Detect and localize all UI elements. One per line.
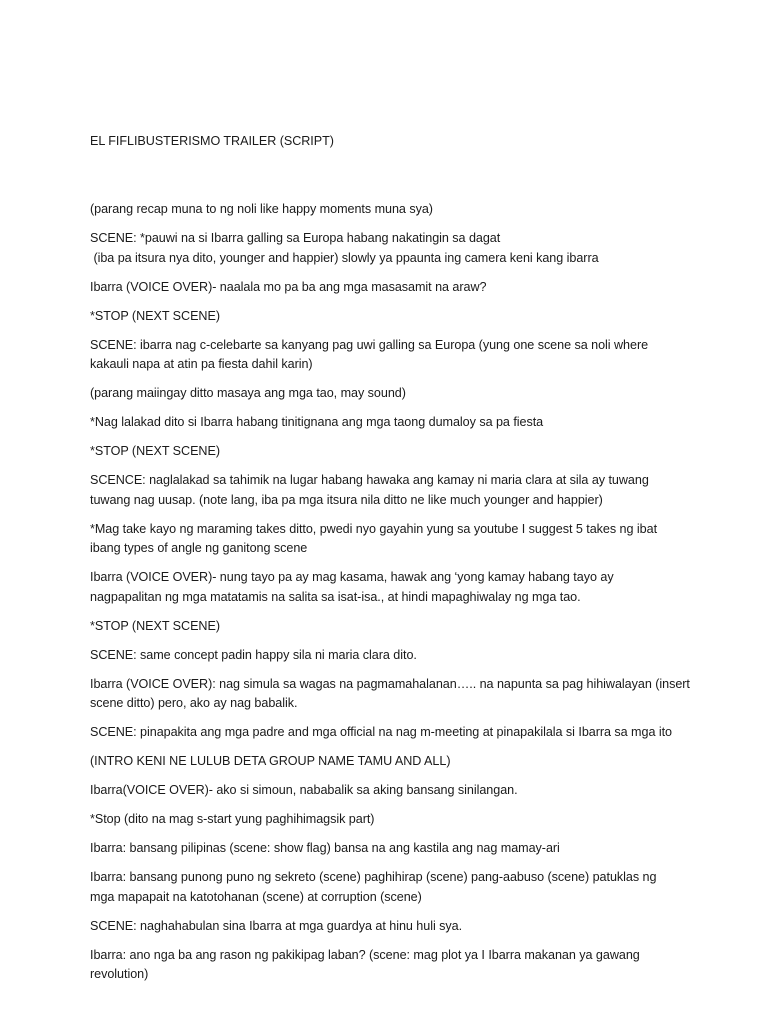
script-paragraph (90, 568, 690, 607)
paragraph-line: *STOP (NEXT SCENE) (90, 444, 220, 458)
script-paragraph (90, 868, 690, 907)
paragraph-line: *Stop (dito na mag s-start yung paghihimagsik part) (90, 812, 375, 826)
paragraph-line: (iba pa itsura nya dito, younger and happier) slowly ya ppaunta ing camera keni kang ibarra (90, 250, 599, 265)
paragraph-line: *STOP (NEXT SCENE) (90, 308, 220, 323)
script-paragraph (90, 336, 690, 375)
script-paragraph (90, 384, 690, 404)
document-title (90, 93, 690, 191)
script-paragraph (90, 839, 690, 859)
script-paragraph (90, 781, 690, 801)
script-paragraph (90, 471, 690, 510)
script-paragraph (90, 278, 690, 298)
paragraph-line: Ibarra: ano nga ba ang rason ng pakikipag laban? (scene: mag plot ya I Ibarra makanan ya gawang (90, 947, 640, 962)
paragraph-line: mga mapapait na katotohanan (scene) at corruption (scene) (90, 889, 422, 904)
script-paragraph (90, 723, 690, 743)
script-paragraph (90, 675, 690, 714)
paragraph-line: ibang types of angle ng ganitong scene (90, 541, 308, 555)
paragraph-line: nagpapalitan ng mga matatamis na salita sa isat-isa., at hindi mapaghiwalay ng mga tao. (90, 589, 581, 604)
script-paragraph (90, 946, 690, 985)
script-paragraph (90, 413, 690, 433)
paragraph-line: scene ditto) pero, ako ay nag babalik. (90, 696, 298, 710)
paragraph-line: SCENCE: naglalakad sa tahimik na lugar habang hawaka ang kamay ni maria clara at sila ay tuwang (90, 473, 649, 487)
title-line: EL FIFLIBUSTERISMO TRAILER (SCRIPT) (90, 134, 334, 148)
script-body (90, 93, 690, 994)
paragraph-line: Ibarra: bansang pilipinas (scene: show flag) bansa na ang kastila ang nag mamay-ari (90, 841, 560, 855)
script-paragraph (90, 200, 690, 220)
script-paragraph (90, 229, 690, 268)
script-paragraph (90, 752, 690, 772)
paragraph-line: revolution) (90, 967, 149, 981)
script-paragraph (90, 617, 690, 637)
paragraph-line: SCENE: ibarra nag c-celebarte sa kanyang pag uwi galling sa Europa (yung one scene sa noli where (90, 337, 649, 352)
paragraph-list (90, 200, 690, 985)
paragraph-line: SCENE: same concept padin happy sila ni maria clara dito. (90, 647, 417, 662)
paragraph-line: Ibarra (VOICE OVER): nag simula sa wagas na pagmamahalanan….. na napunta sa pag hihiwalayan (insert (90, 676, 690, 691)
paragraph-line: *Mag take kayo ng maraming takes ditto, pwedi nyo gayahin yung sa youtube I suggest 5 takes ng ibat (90, 521, 658, 536)
paragraph-line: *STOP (NEXT SCENE) (90, 618, 220, 633)
paragraph-line: Ibarra (VOICE OVER)- naalala mo pa ba ang mga masasamit na araw? (90, 279, 487, 294)
script-paragraph (90, 442, 690, 462)
paragraph-line: SCENE: *pauwi na si Ibarra galling sa Europa habang nakatingin sa dagat (90, 231, 501, 245)
paragraph-line: tuwang nag uusap. (note lang, iba pa mga itsura nila ditto ne like much younger and happier) (90, 492, 603, 507)
paragraph-line: Ibarra: bansang punong puno ng sekreto (scene) paghihirap (scene) pang-aabuso (scene) patuklas ng (90, 870, 657, 884)
script-paragraph (90, 810, 690, 830)
paragraph-line: (parang maiingay ditto masaya ang mga tao, may sound) (90, 386, 406, 400)
script-paragraph (90, 917, 690, 937)
paragraph-line: SCENE: naghahabulan sina Ibarra at mga guardya at hinu huli sya. (90, 918, 463, 933)
paragraph-line: *Nag lalakad dito si Ibarra habang tinitignana ang mga taong dumaloy sa pa fiesta (90, 415, 544, 429)
script-paragraph (90, 646, 690, 666)
paragraph-line: Ibarra(VOICE OVER)- ako si simoun, nababalik sa aking bansang sinilangan. (90, 783, 518, 797)
script-paragraph (90, 307, 690, 327)
paragraph-line: Ibarra (VOICE OVER)- nung tayo pa ay mag kasama, hawak ang ‘yong kamay habang tayo ay (90, 570, 614, 584)
paragraph-line: kakauli napa at atin pa fiesta dahil karin) (90, 357, 313, 371)
paragraph-line: (parang recap muna to ng noli like happy moments muna sya) (90, 202, 433, 216)
script-paragraph (90, 520, 690, 559)
paragraph-line: (INTRO KENI NE LULUB DETA GROUP NAME TAMU AND ALL) (90, 754, 451, 768)
paragraph-line: SCENE: pinapakita ang mga padre and mga official na nag m-meeting at pinapakilala si Ibarra sa mga ito (90, 725, 673, 739)
